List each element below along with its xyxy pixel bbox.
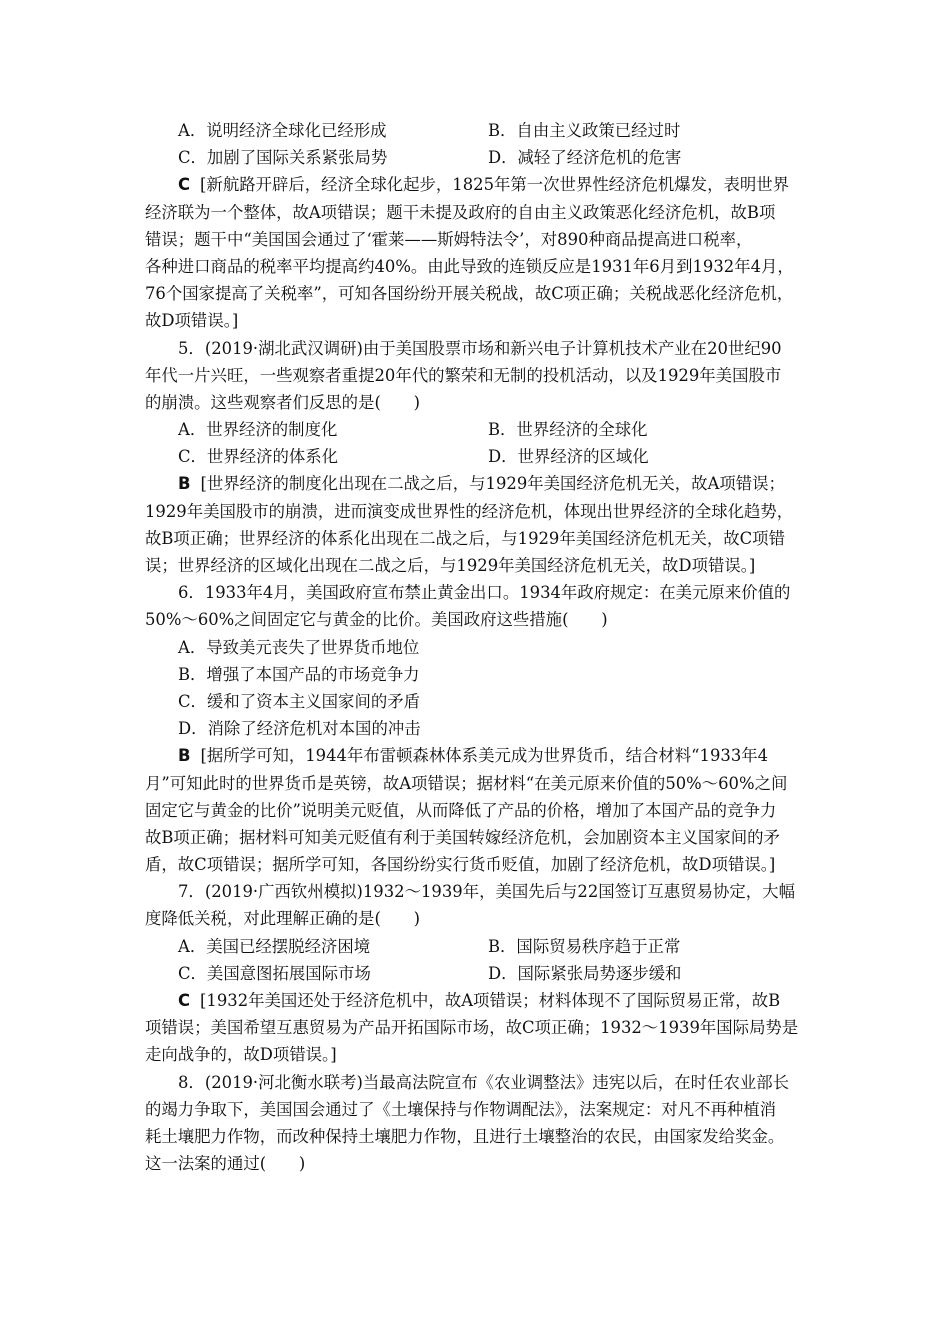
answer-letter: B xyxy=(178,474,191,494)
explanation-line: 经济联为一个整体，故A项错误；题干未提及政府的自由主义政策恶化经济危机，故B项 xyxy=(145,202,776,222)
question-6 xyxy=(145,579,810,878)
explanation-line: [1932年美国还处于经济危机中，故A项错误；材料体现不了国际贸易正常，故B xyxy=(200,991,781,1010)
explanation-line: 误；世界经济的区域化出现在二战之后，与1929年美国经济危机无关，故D项错误。] xyxy=(145,556,756,575)
options-row xyxy=(145,144,810,171)
question-stem: 这一法案的通过( ) xyxy=(145,1154,306,1174)
document-page xyxy=(145,117,810,1177)
question-7 xyxy=(145,878,810,1068)
answer-letter: C xyxy=(178,175,191,195)
option-b: B．国际贸易秩序趋于正常 xyxy=(488,936,681,956)
answer-line xyxy=(145,171,810,198)
explanation-line: [据所学可知，1944年布雷顿森林体系美元成为世界货币，结合材料“1933年4 xyxy=(200,746,769,766)
option-c: C．加剧了国际关系紧张局势 xyxy=(178,148,388,168)
option-c: C．缓和了资本主义国家间的矛盾 xyxy=(178,691,421,711)
explanation-line: 故D项错误。] xyxy=(145,311,239,331)
explanation-line: [新航路开辟后，经济全球化起步，1825年第一次世界性经济危机爆发，表明世界 xyxy=(200,175,790,195)
option-d: D．世界经济的区域化 xyxy=(488,447,649,467)
question-stem: 年代一片兴旺，一些观察者重提20年代的繁荣和无制的投机活动，以及1929年美国股市 xyxy=(145,365,782,385)
question-stem: 50%～60%之间固定它与黄金的比价。美国政府这些措施( ) xyxy=(145,610,608,630)
explanation-line: 各种进口商品的税率平均提高约40%。由此导致的连锁反应是1931年6月到1932年4月， xyxy=(145,256,794,276)
explanation-line: [世界经济的制度化出现在二战之后，与1929年美国经济危机无关，故A项错误； xyxy=(200,474,785,494)
explanation-line: 76个国家提高了关税率”，可知各国纷纷开展关税战，故C项正确；关税战恶化经济危机， xyxy=(145,284,794,304)
answer-line xyxy=(145,742,810,769)
explanation-line: 月”可知此时的世界货币是英镑，故A项错误；据材料“在美元原来价值的50%～60%之间 xyxy=(145,773,788,793)
explanation-line: 走向战争的，故D项错误。] xyxy=(145,1045,337,1065)
option-a: A．导致美元丧失了世界货币地位 xyxy=(178,637,420,657)
question-stem: 耗土壤肥力作物，而改种保持土壤肥力作物，且进行土壤整治的农民，由国家发给奖金。 xyxy=(145,1126,785,1146)
question-4 xyxy=(145,117,810,335)
option-d: D．减轻了经济危机的危害 xyxy=(488,148,682,168)
answer-line xyxy=(145,987,810,1014)
explanation-line: 错误；题干中“美国国会通过了‘霍莱——斯姆特法令’，对890种商品提高进口税率， xyxy=(145,229,753,249)
question-stem: 度降低关税，对此理解正确的是( ) xyxy=(145,909,421,929)
question-stem: 5．(2019·湖北武汉调研)由于美国股票市场和新兴电子计算机技术产业在20世纪90 xyxy=(178,338,782,358)
question-stem: 的竭力争取下，美国国会通过了《土壤保持与作物调配法》，法案规定：对凡不再种植消 xyxy=(145,1099,777,1119)
question-8 xyxy=(145,1069,810,1178)
answer-letter: C xyxy=(178,991,191,1010)
option-d: D．国际紧张局势逐步缓和 xyxy=(488,963,682,983)
options-row xyxy=(145,443,810,470)
answer-letter: B xyxy=(178,746,191,766)
question-stem: 的崩溃。这些观察者们反思的是( ) xyxy=(145,392,421,412)
options-row xyxy=(145,416,810,443)
option-d: D．消除了经济危机对本国的冲击 xyxy=(178,719,421,739)
option-c: C．世界经济的体系化 xyxy=(178,447,339,467)
question-stem: 8．(2019·河北衡水联考)当最高法院宣布《农业调整法》违宪以后，在时任农业部长 xyxy=(178,1072,790,1092)
option-c: C．美国意图拓展国际市场 xyxy=(178,963,371,983)
explanation-line: 盾，故C项错误；据所学可知，各国纷纷实行货币贬值，加剧了经济危机，故D项错误。] xyxy=(145,855,776,875)
option-a: A．世界经济的制度化 xyxy=(178,420,338,440)
option-a: A．说明经济全球化已经形成 xyxy=(178,121,387,140)
options-row xyxy=(145,960,810,987)
explanation-line: 项错误；美国希望互惠贸易为产品开拓国际市场，故C项正确；1932～1939年国际局势是 xyxy=(145,1018,799,1038)
options-row xyxy=(145,117,810,144)
explanation-line: 故B项正确；据材料可知美元贬值有利于美国转嫁经济危机，会加剧资本主义国家间的矛 xyxy=(145,827,780,847)
option-b: B．增强了本国产品的市场竞争力 xyxy=(178,664,420,684)
option-a: A．美国已经摆脱经济困境 xyxy=(178,936,371,956)
question-5 xyxy=(145,335,810,580)
options-row xyxy=(145,933,810,960)
option-b: B．世界经济的全球化 xyxy=(488,420,648,440)
answer-line xyxy=(145,470,810,497)
question-stem: 6．1933年4月，美国政府宣布禁止黄金出口。1934年政府规定：在美元原来价值的 xyxy=(178,583,791,603)
explanation-line: 固定它与黄金的比价”说明美元贬值，从而降低了产品的价格，增加了本国产品的竞争力 xyxy=(145,800,777,820)
question-stem: 7．(2019·广西钦州模拟)1932～1939年，美国先后与22国签订互惠贸易协定，大幅 xyxy=(178,882,795,902)
option-b: B．自由主义政策已经过时 xyxy=(488,121,681,140)
explanation-line: 1929年美国股市的崩溃，进而演变成世界性的经济危机，体现出世界经济的全球化趋势， xyxy=(145,501,794,521)
explanation-line: 故B项正确；世界经济的体系化出现在二战之后，与1929年美国经济危机无关，故C项错 xyxy=(145,528,785,548)
